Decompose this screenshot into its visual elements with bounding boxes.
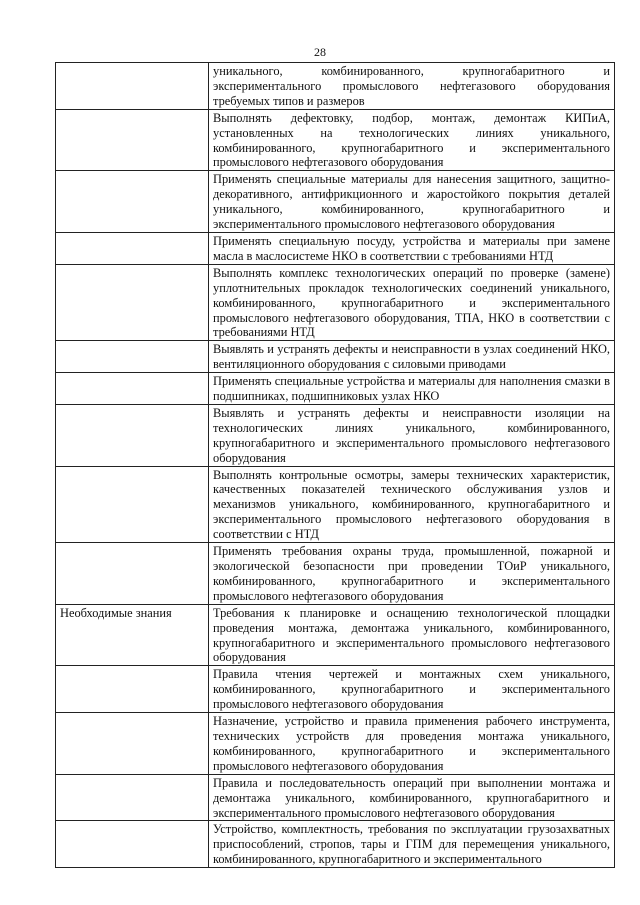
knowledge-cell [209, 774, 615, 821]
skill-cell [209, 171, 615, 233]
table-row [56, 713, 615, 775]
row-label-empty [56, 171, 209, 233]
knowledge-label: Необходимые знания [56, 604, 209, 666]
table-row [56, 466, 615, 543]
knowledge-text: Устройство, комплектность, требования по эксплуатации грузозахватных приспособлений, стропов, тары и ГПМ для перемещения уникального, комбинированного, крупногабаритного и экспериментального [213, 822, 610, 867]
row-label-empty [56, 63, 209, 110]
row-label-empty [56, 466, 209, 543]
skill-text: Применять специальные устройства и материалы для наполнения смазки в подшипниках, подшипниковых узлах НКО [213, 374, 610, 404]
skill-text: Применять требования охраны труда, промышленной, пожарной и экологической безопасности при проведении ТОиР уникального, комбинированного, крупногабаритного и экспериментального промыслового нефтегазового оборудования [213, 544, 610, 603]
skill-cell [209, 109, 615, 171]
row-label-empty [56, 774, 209, 821]
skill-text: Выполнять дефектовку, подбор, монтаж, демонтаж КИПиА, установленных на технологических линиях уникального, комбинированного, крупногабаритного и экспериментального промыслового нефтегазового оборудования [213, 110, 610, 170]
skill-cell [209, 264, 615, 341]
skill-cell [209, 543, 615, 605]
row-label-empty [56, 713, 209, 775]
skill-text: уникального, комбинированного, крупногабаритного и экспериментального промыслового нефтегазового оборудования требуемых типов и размеров [213, 64, 610, 108]
knowledge-cell [209, 821, 615, 868]
skill-cell [209, 232, 615, 264]
skill-text: Выявлять и устранять дефекты и неисправности изоляции на технологических линиях уникального, комбинированного, крупногабаритного и экспериментального промыслового нефтегазового оборудования [213, 405, 610, 465]
skill-text: Применять специальные материалы для нанесения защитного, защитно-декоративного, антифрикционного и жаростойкого покрытия деталей уникального, комбинированного, крупногабаритного и экспериментального промыслового нефтегазового оборудования [213, 172, 610, 232]
skill-cell [209, 63, 615, 110]
skill-text: Выявлять и устранять дефекты и неисправности в узлах соединений НКО, вентиляционного оборудования с силовыми приводами [213, 342, 610, 372]
row-label-empty [56, 821, 209, 868]
table-row [56, 171, 615, 233]
skill-cell [209, 373, 615, 405]
table-row [56, 341, 615, 373]
skill-cell [209, 404, 615, 466]
table-row [56, 821, 615, 868]
table-row [56, 109, 615, 171]
page-number: 28 [314, 45, 326, 59]
table-row [56, 373, 615, 405]
row-label-empty [56, 264, 209, 341]
row-label-empty [56, 232, 209, 264]
knowledge-cell [209, 713, 615, 775]
table-row [56, 264, 615, 341]
table-row [56, 543, 615, 605]
row-label-empty [56, 543, 209, 605]
row-label-empty [56, 341, 209, 373]
knowledge-text: Назначение, устройство и правила применения рабочего инструмента, технических устройств для проведения монтажа уникального, комбинированного, крупногабаритного и экспериментального промыслового нефтегазового оборудования [213, 714, 610, 773]
knowledge-text: Правила чтения чертежей и монтажных схем уникального, комбинированного, крупногабаритного и экспериментального промыслового нефтегазового оборудования [213, 667, 610, 712]
row-label-empty [56, 404, 209, 466]
skill-text: Применять специальную посуду, устройства и материалы при замене масла в маслосистеме НКО в соответствии с требованиями НТД [213, 233, 610, 263]
row-label-empty [56, 109, 209, 171]
knowledge-text: Правила и последовательность операций при выполнении монтажа и демонтажа уникального, комбинированного, крупногабаритного и экспериментального промыслового нефтегазового оборудования [213, 775, 610, 820]
skill-text: Выполнять контрольные осмотры, замеры технических характеристик, качественных показателей технического обслуживания узлов и механизмов уникального, комбинированного, крупногабаритного и экспериментального промыслового нефтегазового оборудования в соответствии с НТД [213, 467, 610, 542]
table-row [56, 774, 615, 821]
table-row [56, 404, 615, 466]
row-label-empty [56, 373, 209, 405]
table-row [56, 63, 615, 110]
skill-text: Выполнять комплекс технологических операций по проверке (замене) уплотнительных прокладок технологических соединений уникального, комбинированного, крупногабаритного и экспериментального промыслового нефтегазового оборудования, ТПА, НКО в соответствии с требованиями НТД [213, 265, 610, 340]
table-row [56, 666, 615, 713]
knowledge-cell [209, 666, 615, 713]
skill-cell [209, 466, 615, 543]
table-row [56, 232, 615, 264]
skill-cell [209, 341, 615, 373]
knowledge-text: Требования к планировке и оснащению технологической площадки проведения монтажа, демонтажа уникального, комбинированного, крупногабаритного и экспериментального промыслового нефтегазового оборудования [213, 605, 610, 665]
knowledge-cell [209, 604, 615, 666]
row-label-empty [56, 666, 209, 713]
requirements-table [55, 62, 615, 868]
table-row [56, 604, 615, 666]
